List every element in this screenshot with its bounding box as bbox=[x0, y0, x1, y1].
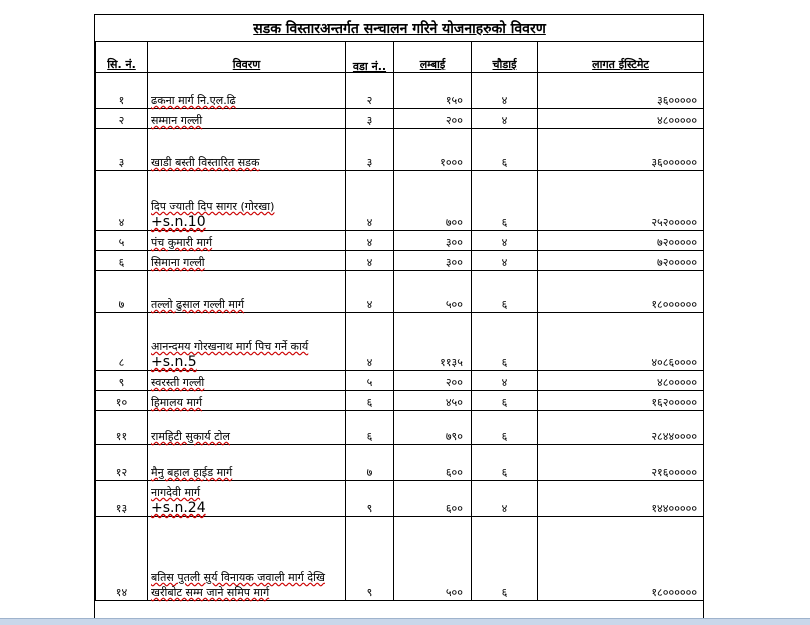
table-row bbox=[96, 517, 704, 601]
cell-ward: ४ bbox=[346, 171, 394, 231]
cell-ward: ३ bbox=[346, 129, 394, 171]
cell-width: ६ bbox=[472, 391, 538, 411]
cell-width: ४ bbox=[472, 109, 538, 129]
header-length: लम्बाई bbox=[394, 42, 472, 73]
cell-cost: १६२००००० bbox=[538, 391, 704, 411]
cell-width: ६ bbox=[472, 517, 538, 601]
table-row bbox=[96, 481, 704, 517]
cell-description bbox=[148, 445, 346, 481]
cell-ward: ४ bbox=[346, 271, 394, 313]
cell-cost: ४०८६०००० bbox=[538, 313, 704, 371]
cell-ward: २ bbox=[346, 73, 394, 109]
cell-cost: २५२००००० bbox=[538, 171, 704, 231]
cell-sn: ३ bbox=[96, 129, 148, 171]
cell-description bbox=[148, 171, 346, 231]
cell-ward: ६ bbox=[346, 391, 394, 411]
cell-length: ७०० bbox=[394, 171, 472, 231]
cell-length: ५०० bbox=[394, 517, 472, 601]
cell-description bbox=[148, 481, 346, 517]
cell-width: ४ bbox=[472, 481, 538, 517]
cell-width: ४ bbox=[472, 73, 538, 109]
description-text: सिमाना गल्ली bbox=[151, 256, 205, 269]
description-text: तल्लो ढुसाल गल्ली मार्ग bbox=[151, 298, 245, 311]
cell-ward: ४ bbox=[346, 231, 394, 251]
description-text: दिप ज्याती दिप सागर (गोरखा) bbox=[151, 200, 275, 213]
cell-length: ५०० bbox=[394, 271, 472, 313]
cell-ward: ६ bbox=[346, 411, 394, 445]
table-body bbox=[96, 73, 704, 601]
cell-sn: ७ bbox=[96, 271, 148, 313]
cell-sn: १० bbox=[96, 391, 148, 411]
cell-length: २०० bbox=[394, 371, 472, 391]
description-text: रामहिटी सुकार्य टोल bbox=[151, 430, 230, 443]
description-text: सम्मान गल्ली bbox=[151, 114, 203, 127]
cell-cost: ४८००००० bbox=[538, 371, 704, 391]
cell-description bbox=[148, 73, 346, 109]
cell-length: २०० bbox=[394, 109, 472, 129]
cell-cost: २८४४०००० bbox=[538, 411, 704, 445]
table-row bbox=[96, 231, 704, 251]
description-suffix: +s.n.5 bbox=[151, 354, 197, 370]
cell-description bbox=[148, 391, 346, 411]
cell-sn: ६ bbox=[96, 251, 148, 271]
header-sn: सि. नं. bbox=[96, 42, 148, 73]
description-text: हिमालय मार्ग bbox=[151, 396, 203, 409]
cell-length: ३०० bbox=[394, 231, 472, 251]
table-row bbox=[96, 411, 704, 445]
description-text: नागदेवी मार्ग bbox=[151, 486, 201, 499]
cell-description bbox=[148, 271, 346, 313]
table-row bbox=[96, 109, 704, 129]
cell-sn: १३ bbox=[96, 481, 148, 517]
cell-length: १५० bbox=[394, 73, 472, 109]
description-text: स्वरस्ती गल्ली bbox=[151, 376, 205, 389]
cell-width: ६ bbox=[472, 445, 538, 481]
table-row bbox=[96, 171, 704, 231]
description-suffix: +s.n.24 bbox=[151, 500, 206, 516]
table-row bbox=[96, 445, 704, 481]
header-width: चौडाई bbox=[472, 42, 538, 73]
cell-length: ३०० bbox=[394, 251, 472, 271]
cell-sn: ८ bbox=[96, 313, 148, 371]
cell-ward: ७ bbox=[346, 445, 394, 481]
cell-cost: १८०००००० bbox=[538, 517, 704, 601]
cell-sn: २ bbox=[96, 109, 148, 129]
cell-cost: ३६००००० bbox=[538, 73, 704, 109]
cell-description bbox=[148, 129, 346, 171]
cell-length: ४५० bbox=[394, 391, 472, 411]
cell-ward: ३ bbox=[346, 109, 394, 129]
cell-length: ६०० bbox=[394, 481, 472, 517]
cell-sn: १४ bbox=[96, 517, 148, 601]
description-text: आनन्दमय गोरखनाथ मार्ग पिच गर्ने कार्य bbox=[151, 340, 309, 353]
description-text: खाडी बस्ती विस्तारित सडक bbox=[151, 156, 260, 169]
description-suffix: +s.n.10 bbox=[151, 214, 206, 230]
cell-cost: ७२००००० bbox=[538, 231, 704, 251]
cell-width: ६ bbox=[472, 129, 538, 171]
table-row bbox=[96, 271, 704, 313]
document-title: सडक विस्तारअन्तर्गत सन्चालन गरिने योजनाहरुको विवरण bbox=[96, 15, 704, 42]
cell-description bbox=[148, 313, 346, 371]
cell-description bbox=[148, 231, 346, 251]
header-cost: लागत ईस्टिमेट bbox=[538, 42, 704, 73]
projects-table bbox=[95, 15, 704, 601]
cell-description bbox=[148, 517, 346, 601]
table-row bbox=[96, 129, 704, 171]
cell-cost: ४८००००० bbox=[538, 109, 704, 129]
cell-width: ६ bbox=[472, 313, 538, 371]
cell-description bbox=[148, 411, 346, 445]
cell-width: ६ bbox=[472, 271, 538, 313]
cell-length: ६०० bbox=[394, 445, 472, 481]
cell-cost: ३६०००००० bbox=[538, 129, 704, 171]
cell-width: ४ bbox=[472, 251, 538, 271]
cell-ward: ९ bbox=[346, 481, 394, 517]
table-row bbox=[96, 313, 704, 371]
cell-length: ११३५ bbox=[394, 313, 472, 371]
table-row bbox=[96, 391, 704, 411]
cell-width: ६ bbox=[472, 411, 538, 445]
table-header-row bbox=[96, 42, 704, 73]
cell-sn: ४ bbox=[96, 171, 148, 231]
cell-width: ४ bbox=[472, 231, 538, 251]
cell-sn: ११ bbox=[96, 411, 148, 445]
cell-ward: ५ bbox=[346, 371, 394, 391]
table-row bbox=[96, 371, 704, 391]
cell-length: १००० bbox=[394, 129, 472, 171]
cell-sn: १ bbox=[96, 73, 148, 109]
cell-length: ७९० bbox=[394, 411, 472, 445]
cell-description bbox=[148, 371, 346, 391]
cell-width: ४ bbox=[472, 371, 538, 391]
cell-ward: ४ bbox=[346, 251, 394, 271]
cell-sn: ५ bbox=[96, 231, 148, 251]
document-page bbox=[94, 14, 704, 621]
description-text: ढकना मार्ग नि.एल.ढि bbox=[151, 94, 236, 107]
cell-width: ६ bbox=[472, 171, 538, 231]
cell-sn: ९ bbox=[96, 371, 148, 391]
description-text: मैनु बहाल हाईड मार्ग bbox=[151, 466, 233, 479]
table-row bbox=[96, 251, 704, 271]
cell-cost: १४४००००० bbox=[538, 481, 704, 517]
description-text: पंच कुमारी मार्ग bbox=[151, 236, 213, 249]
cell-cost: २१६००००० bbox=[538, 445, 704, 481]
cell-description bbox=[148, 109, 346, 129]
cell-cost: १८०००००० bbox=[538, 271, 704, 313]
cell-ward: ४ bbox=[346, 313, 394, 371]
cell-description bbox=[148, 251, 346, 271]
cell-cost: ७२००००० bbox=[538, 251, 704, 271]
header-ward: वडा नं.. bbox=[346, 42, 394, 73]
cell-ward: ९ bbox=[346, 517, 394, 601]
cell-sn: १२ bbox=[96, 445, 148, 481]
description-text: बतिस पुतली सुर्य विनायक जवाली मार्ग देखि खरीबोट सम्म जाने समिप मार्ग bbox=[151, 571, 325, 599]
table-row bbox=[96, 73, 704, 109]
header-description: विवरण bbox=[148, 42, 346, 73]
